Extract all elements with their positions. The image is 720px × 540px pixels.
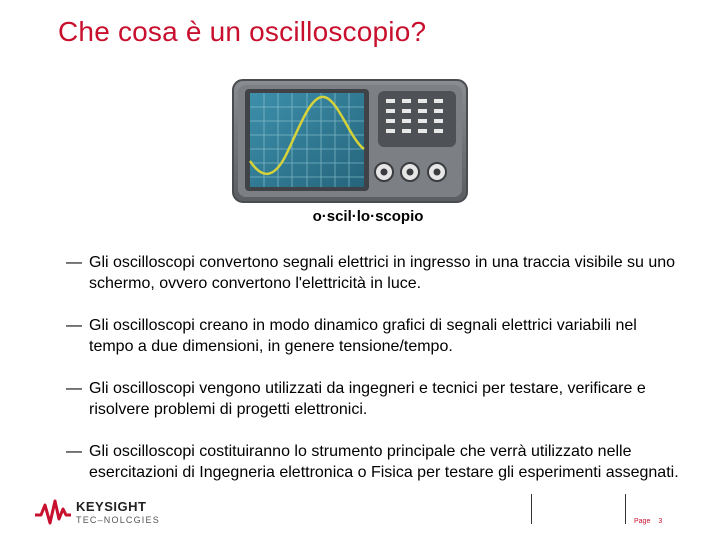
bullet-marker: — [66,254,82,271]
bullet-item [64,378,684,420]
bullet-marker: — [66,443,82,460]
bullet-item [64,315,684,357]
keysight-logo [34,497,164,531]
bullet-item [64,441,684,483]
oscilloscope-icon [232,79,468,203]
bullet-text: Gli oscilloscopi costituiranno lo strumento principale che verrà utilizzato nelle esercitazioni di Ingegneria elettronica o Fisica per testare gli esperimenti assegnati. [89,443,679,481]
bullet-marker: — [66,317,82,334]
bullet-item [64,252,684,294]
page-indicator [634,518,662,525]
page-number: 3 [658,518,663,525]
slide-title: Che cosa è un oscilloscopio? [58,16,427,47]
bullet-text: Gli oscilloscopi convertono segnali elettrici in ingresso in una traccia visibile su uno schermo, ovvero convertono l'elettricità in luce. [89,254,676,292]
footer-divider [625,494,626,524]
bullet-marker: — [66,380,82,397]
logo-subtitle: TEC–NOLCGIES [76,515,160,525]
footer-divider [531,494,532,524]
keysight-wave-icon [34,499,72,525]
pronunciation-caption [0,208,720,225]
logo-brand: KEYSIGHT [76,499,147,514]
page-label: Page [634,518,651,525]
pronunciation-text: o·scil·lo·scopio [312,208,424,225]
bullet-text: Gli oscilloscopi creano in modo dinamico grafici di segnali elettrici variabili nel tempo a due dimensioni, in genere tensione/tempo. [89,317,637,355]
bullet-list [64,252,684,504]
bullet-text: Gli oscilloscopi vengono utilizzati da ingegneri e tecnici per testare, verificare e risolvere problemi di progetti elettronici. [89,380,646,418]
